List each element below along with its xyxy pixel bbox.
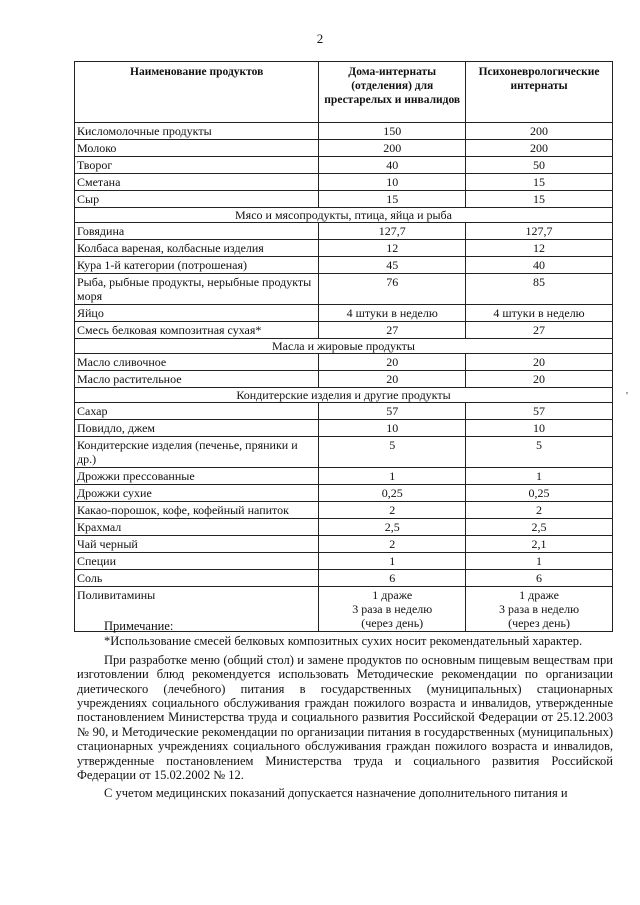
norm-psycho-homes: 200 — [466, 140, 613, 157]
norm-psycho-homes: 2 — [466, 502, 613, 519]
norm-nursing-homes: 5 — [319, 437, 466, 468]
norm-psycho-homes: 10 — [466, 420, 613, 437]
product-name: Дрожжи прессованные — [75, 468, 319, 485]
norm-psycho-homes: 12 — [466, 240, 613, 257]
product-name: Колбаса вареная, колбасные изделия — [75, 240, 319, 257]
norm-psycho-homes: 4 штуки в неделю — [466, 305, 613, 322]
norm-nursing-homes: 20 — [319, 371, 466, 388]
table-row — [75, 519, 613, 536]
norm-nursing-homes: 12 — [319, 240, 466, 257]
table-row — [75, 240, 613, 257]
table-row — [75, 468, 613, 485]
norm-nursing-homes: 1 — [319, 468, 466, 485]
table-row — [75, 257, 613, 274]
table-row — [75, 157, 613, 174]
norm-nursing-homes: 2 — [319, 502, 466, 519]
product-name: Какао-порошок, кофе, кофейный напиток — [75, 502, 319, 519]
norm-psycho-homes: 2,1 — [466, 536, 613, 553]
product-name: Поливитамины — [75, 587, 319, 632]
norm-psycho-homes: 5 — [466, 437, 613, 468]
norm-nursing-homes: 76 — [319, 274, 466, 305]
table-row — [75, 570, 613, 587]
product-name: Творог — [75, 157, 319, 174]
product-name: Рыба, рыбные продукты, нерыбные продукты моря — [75, 274, 319, 305]
product-name: Соль — [75, 570, 319, 587]
product-name: Чай черный — [75, 536, 319, 553]
note-paragraph: При разработке меню (общий стол) и замене продуктов по основным пищевым веществам при изготовлении блюд рекомендуется использовать Методические рекомендации по организации диетического (лечебного) питания в государственных (муниципальных) стационарных учреждениях социального обслуживания граждан пожилого возраста и инвалидов, утвержденные постановлением Министерства труда и социального развития Российской Федерации от 25.12.2003 № 90, и Методические рекомендации по организации питания в государственных (муниципальных) стационарных учреждениях социального обслуживания граждан пожилого возраста и инвалидов, утвержденные постановлением Министерства труда и социального развития Российской Федерации от 15.02.2002 № 12. — [77, 652, 613, 783]
table-body — [75, 123, 613, 632]
table-row — [75, 403, 613, 420]
table-row — [75, 502, 613, 519]
norm-nursing-homes: 4 штуки в неделю — [319, 305, 466, 322]
product-name: Масло растительное — [75, 371, 319, 388]
product-name: Сахар — [75, 403, 319, 420]
table-row — [75, 223, 613, 240]
header-psycho-homes: Психоневрологические интернаты — [466, 62, 613, 123]
header-products: Наименование продуктов — [75, 62, 319, 123]
norm-nursing-homes: 2,5 — [319, 519, 466, 536]
norm-psycho-homes: 1 драже 3 раза в неделю (через день) — [466, 587, 613, 632]
table-row — [75, 174, 613, 191]
norm-nursing-homes: 200 — [319, 140, 466, 157]
product-name: Яйцо — [75, 305, 319, 322]
note-paragraph: С учетом медицинских показаний допускается назначение дополнительного питания и — [104, 786, 568, 801]
norm-nursing-homes: 6 — [319, 570, 466, 587]
product-name: Крахмал — [75, 519, 319, 536]
table-row — [75, 123, 613, 140]
table-row — [75, 437, 613, 468]
norm-nursing-homes: 10 — [319, 420, 466, 437]
table-row — [75, 420, 613, 437]
norm-psycho-homes: 127,7 — [466, 223, 613, 240]
product-name: Специи — [75, 553, 319, 570]
product-name: Сметана — [75, 174, 319, 191]
norm-nursing-homes: 40 — [319, 157, 466, 174]
product-name: Смесь белковая композитная сухая* — [75, 322, 319, 339]
norm-nursing-homes: 1 — [319, 553, 466, 570]
notes-title: Примечание: — [104, 619, 174, 633]
section-heading: Кондитерские изделия и другие продукты — [75, 388, 613, 403]
header-nursing-homes: Дома-интернаты (отделения) для престарелых и инвалидов — [319, 62, 466, 123]
table-row — [75, 485, 613, 502]
notes-block — [77, 619, 613, 801]
table-header-row — [75, 62, 613, 123]
product-name: Повидло, джем — [75, 420, 319, 437]
norm-psycho-homes: 57 — [466, 403, 613, 420]
table-row — [75, 322, 613, 339]
product-name: Дрожжи сухие — [75, 485, 319, 502]
norm-psycho-homes: 15 — [466, 191, 613, 208]
norm-nursing-homes: 15 — [319, 191, 466, 208]
page-number: 2 — [316, 31, 324, 46]
norm-nursing-homes: 1 драже 3 раза в неделю (через день) — [319, 587, 466, 632]
table-section-row — [75, 208, 613, 223]
norm-nursing-homes: 27 — [319, 322, 466, 339]
norm-nursing-homes: 0,25 — [319, 485, 466, 502]
food-norms-table — [74, 61, 613, 632]
norm-psycho-homes: 2,5 — [466, 519, 613, 536]
norm-psycho-homes: 15 — [466, 174, 613, 191]
section-heading: Мясо и мясопродукты, птица, яйца и рыба — [75, 208, 613, 223]
product-name: Говядина — [75, 223, 319, 240]
norm-psycho-homes: 1 — [466, 553, 613, 570]
table-row — [75, 305, 613, 322]
product-name: Сыр — [75, 191, 319, 208]
margin-mark: ' — [626, 390, 628, 402]
product-name: Кура 1-й категории (потрошеная) — [75, 257, 319, 274]
table-row — [75, 140, 613, 157]
norm-psycho-homes: 6 — [466, 570, 613, 587]
table-row — [75, 371, 613, 388]
table-row — [75, 354, 613, 371]
note-paragraph: *Использование смесей белковых композитных сухих носит рекомендательный характер. — [104, 634, 583, 649]
norm-nursing-homes: 45 — [319, 257, 466, 274]
norm-nursing-homes: 150 — [319, 123, 466, 140]
table-section-row — [75, 339, 613, 354]
norm-psycho-homes: 40 — [466, 257, 613, 274]
table-row — [75, 191, 613, 208]
norm-psycho-homes: 20 — [466, 371, 613, 388]
norm-nursing-homes: 10 — [319, 174, 466, 191]
norm-psycho-homes: 0,25 — [466, 485, 613, 502]
norm-psycho-homes: 85 — [466, 274, 613, 305]
product-name: Масло сливочное — [75, 354, 319, 371]
product-name: Молоко — [75, 140, 319, 157]
norm-nursing-homes: 2 — [319, 536, 466, 553]
table-row — [75, 274, 613, 305]
section-heading: Масла и жировые продукты — [75, 339, 613, 354]
norm-psycho-homes: 1 — [466, 468, 613, 485]
table-section-row — [75, 388, 613, 403]
norm-nursing-homes: 57 — [319, 403, 466, 420]
norm-psycho-homes: 27 — [466, 322, 613, 339]
product-name: Кисломолочные продукты — [75, 123, 319, 140]
norm-nursing-homes: 127,7 — [319, 223, 466, 240]
norm-psycho-homes: 50 — [466, 157, 613, 174]
norm-psycho-homes: 20 — [466, 354, 613, 371]
product-name: Кондитерские изделия (печенье, пряники и др.) — [75, 437, 319, 468]
norm-nursing-homes: 20 — [319, 354, 466, 371]
table-row — [75, 536, 613, 553]
table-row — [75, 553, 613, 570]
norm-psycho-homes: 200 — [466, 123, 613, 140]
